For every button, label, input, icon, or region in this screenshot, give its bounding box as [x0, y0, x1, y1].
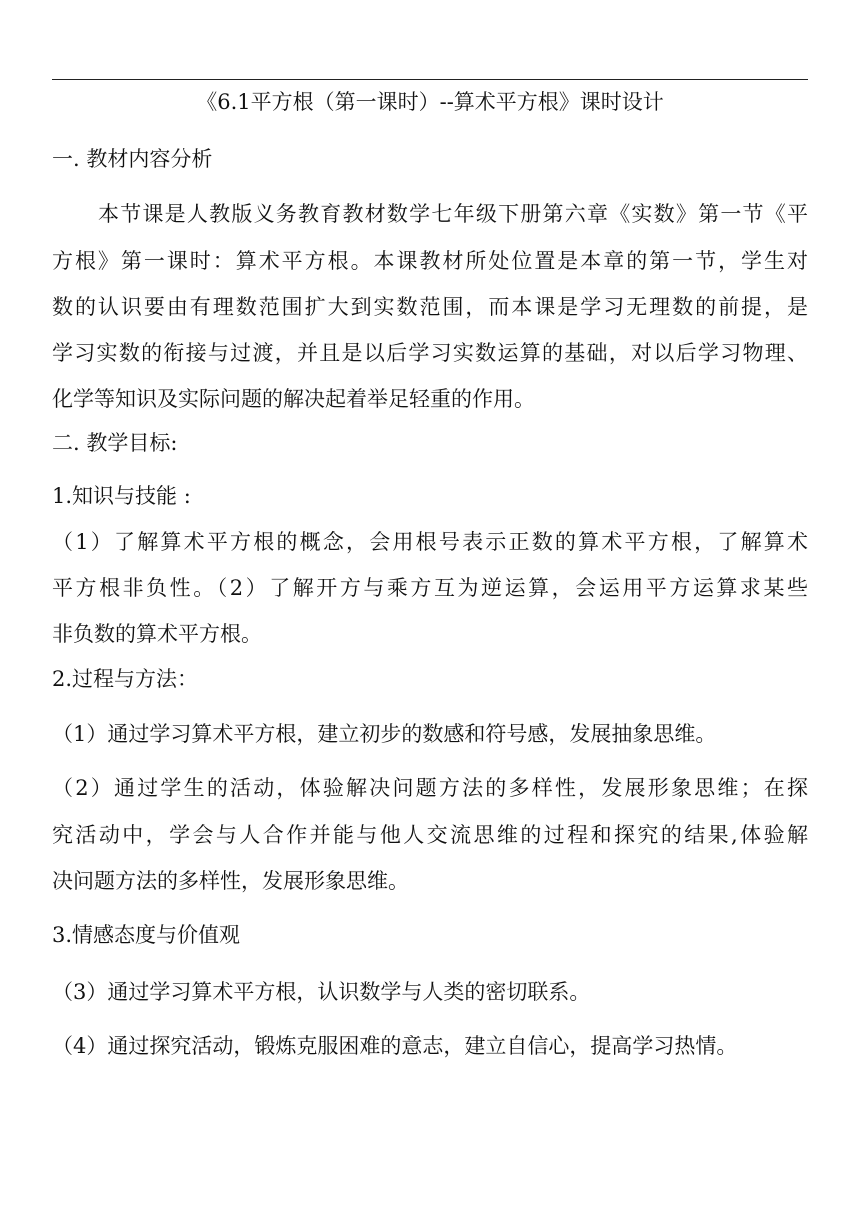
paragraph-line: 本节课是人教版义务教育教材数学七年级下册第六章《实数》第一节《平 [98, 202, 808, 226]
goal-item-line: 究活动中，学会与人合作并能与他人交流思维的过程和探究的结果,体验解 [52, 823, 808, 847]
goal-heading-process: 2.过程与方法： [52, 667, 199, 691]
paragraph-line: 方根》第一课时：算术平方根。本课教材所处位置是本章的第一节，学生对 [52, 249, 808, 273]
goal-text-line: （1）了解算术平方根的概念，会用根号表示正数的算术平方根，了解算术 [52, 530, 808, 554]
document-title: 《6.1平方根（第一课时）--算术平方根》课时设计 [196, 90, 664, 114]
section-heading-2: 二. 教学目标: [52, 431, 178, 455]
goal-heading-knowledge: 1.知识与技能 : [52, 484, 191, 508]
paragraph-line: 化学等知识及实际问题的解决起着举足轻重的作用。 [52, 387, 535, 411]
goal-item-line: 决问题方法的多样性，发展形象思维。 [52, 869, 409, 893]
goal-heading-attitude: 3.情感态度与价值观 [52, 923, 241, 947]
goal-text-line: 非负数的算术平方根。 [52, 622, 262, 646]
paragraph-line: 数的认识要由有理数范围扩大到实数范围，而本课是学习无理数的前提，是 [52, 295, 808, 319]
goal-item: （4）通过探究活动，锻炼克服困难的意志，建立自信心，提高学习热情。 [52, 1034, 738, 1058]
goal-text-line: 平方根非负性。（2）了解开方与乘方互为逆运算，会运用平方运算求某些 [52, 576, 808, 600]
section-heading-1: 一. 教材内容分析 [52, 147, 213, 171]
goal-item: （3）通过学习算术平方根，认识数学与人类的密切联系。 [52, 980, 591, 1004]
goal-item: （1）通过学习算术平方根，建立初步的数感和符号感，发展抽象思维。 [52, 722, 717, 746]
header-rule [52, 79, 808, 80]
goal-item-line: （2）通过学生的活动，体验解决问题方法的多样性，发展形象思维；在探 [52, 776, 808, 800]
paragraph-line: 学习实数的衔接与过渡，并且是以后学习实数运算的基础，对以后学习物理、 [52, 341, 808, 365]
